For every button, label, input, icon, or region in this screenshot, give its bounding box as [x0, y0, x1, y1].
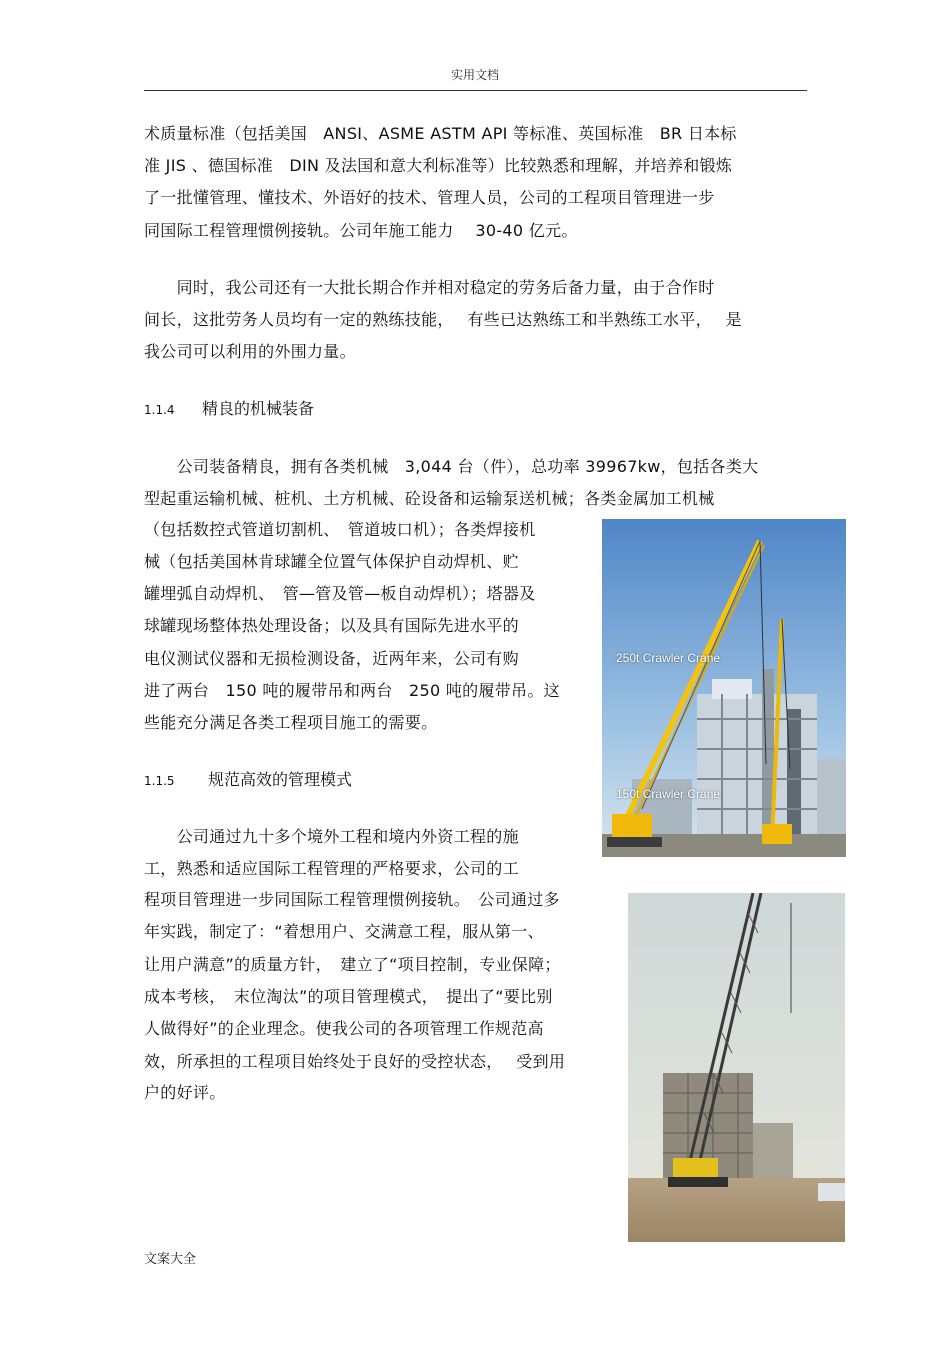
text-line: 成本考核， 末位淘汰”的项目管理模式， 提出了“要比别 — [144, 987, 553, 1006]
section-title: 规范高效的管理模式 — [208, 770, 353, 789]
page-footer-text: 文案大全 — [144, 1252, 197, 1267]
text-line: 罐埋弧自动焊机、 管—管及管—板自动焊机）；塔器及 — [144, 584, 536, 603]
text-line: 进了两台 150 吨的履带吊和两台 250 吨的履带吊。这 — [144, 681, 560, 700]
text-line: 间长，这批劳务人员均有一定的熟练技能， 有些已达熟练工和半熟练工水平， 是 — [144, 310, 742, 329]
text-line: 械（包括美国林肯球罐全位置气体保护自动焊机、贮 — [144, 552, 519, 571]
text-line: 些能充分满足各类工程项目施工的需要。 — [144, 713, 438, 732]
text-line: 了一批懂管理、懂技术、外语好的技术、管理人员，公司的工程项目管理进一步 — [144, 188, 715, 207]
text-line: 公司通过九十多个境外工程和境内外资工程的施 — [144, 827, 519, 846]
text-line: 效，所承担的工程项目始终处于良好的受控状态， 受到用 — [144, 1052, 566, 1071]
page-header-title: 实用文档 — [450, 68, 499, 82]
section-number: 1.1.5 — [144, 774, 175, 788]
text-line: 工，熟悉和适应国际工程管理的严格要求，公司的工 — [144, 859, 519, 878]
header-rule — [144, 90, 807, 91]
text-line: 让用户满意”的质量方针， 建立了“项目控制，专业保障； — [144, 955, 561, 974]
text-line: 程项目管理进一步同国际工程管理惯例接轨。 公司通过多 — [144, 890, 560, 909]
crane-caption-150t: 150t Crawler Crane — [616, 787, 721, 801]
text-line: 球罐现场整体热处理设备；以及具有国际先进水平的 — [144, 616, 519, 635]
construction-site-photo — [628, 893, 845, 1242]
text-line: 电仪测试仪器和无损检测设备，近两年来，公司有购 — [144, 649, 519, 668]
text-line: 同国际工程管理惯例接轨。公司年施工能力 30-40 亿元。 — [144, 221, 578, 240]
section-number: 1.1.4 — [144, 403, 175, 417]
text-line: 年实践，制定了：“着想用户、交满意工程，服从第一、 — [144, 922, 544, 941]
text-line: 公司装备精良，拥有各类机械 3,044 台（件），总功率 39967kw，包括各类大 — [144, 457, 759, 476]
text-line: （包括数控式管道切割机、 管道坡口机）；各类焊接机 — [144, 520, 536, 539]
text-line: 型起重运输机械、桩机、土方机械、砼设备和运输泵送机械；各类金属加工机械 — [144, 489, 715, 508]
text-line: 户的好评。 — [144, 1083, 226, 1102]
crawler-crane-photo — [602, 519, 846, 857]
crane-caption-250t: 250t Crawler Crane — [616, 651, 721, 665]
text-line: 术质量标准（包括美国 ANSI、ASME ASTM API 等标准、英国标准 BR 日本标 — [144, 124, 737, 143]
text-line: 我公司可以利用的外围力量。 — [144, 342, 356, 361]
text-line: 准 JIS 、德国标准 DIN 及法国和意大利标准等）比较熟悉和理解，并培养和锻炼 — [144, 156, 733, 175]
text-line: 同时，我公司还有一大批长期合作并相对稳定的劳务后备力量，由于合作时 — [144, 278, 715, 297]
text-line: 人做得好”的企业理念。使我公司的各项管理工作规范高 — [144, 1019, 544, 1038]
section-title: 精良的机械装备 — [202, 399, 315, 418]
